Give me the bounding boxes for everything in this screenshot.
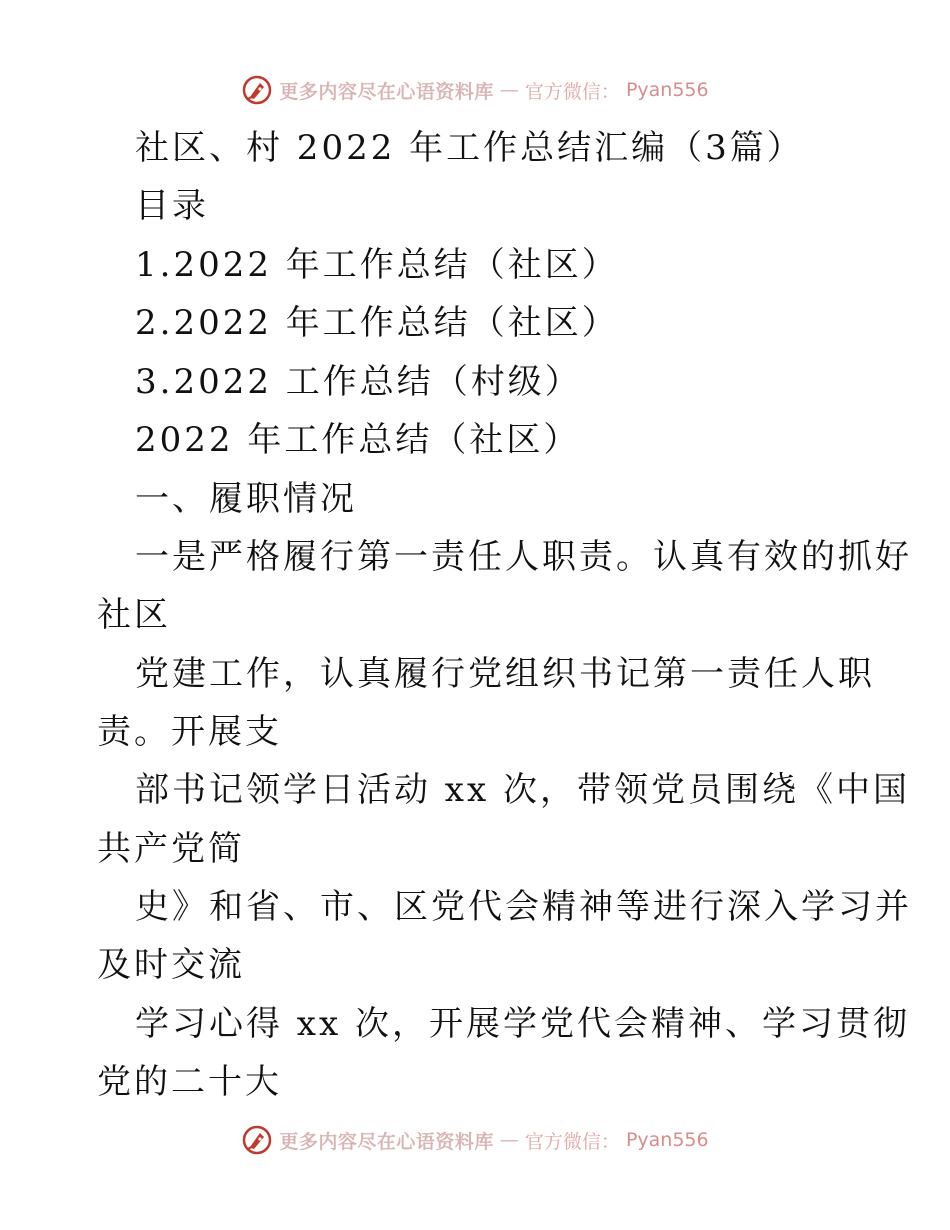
document-title: 社区、村 2022 年工作总结汇编（3篇） (135, 128, 804, 168)
body-line: 党建工作，认真履行党组织书记第一责任人职 (135, 654, 875, 694)
watermark-sub-text: 官方微信： (524, 1130, 620, 1153)
toc-item: 3.2022 工作总结（村级） (135, 362, 582, 402)
section-heading: 一、履职情况 (135, 479, 357, 519)
body-line: 部书记领学日活动 xx 次，带领党员围绕《中国 (135, 770, 910, 810)
pen-nib-logo-icon (241, 74, 273, 106)
watermark-account: Pyan556 (625, 1129, 709, 1151)
watermark-sub-text: 官方微信： (524, 80, 620, 103)
section-title: 2022 年工作总结（社区） (135, 420, 581, 460)
footer-watermark (0, 1120, 950, 1160)
body-line: 责。开展支 (97, 712, 282, 752)
watermark-account: Pyan556 (625, 79, 709, 101)
header-watermark (0, 70, 950, 110)
watermark-separator: — (499, 1129, 519, 1151)
pen-nib-logo-icon (241, 1124, 273, 1156)
toc-item: 1.2022 年工作总结（社区） (135, 245, 619, 285)
body-line: 党的二十大 (97, 1062, 282, 1102)
watermark-main-text: 更多内容尽在心语资料库 (279, 80, 494, 103)
watermark-separator: — (499, 79, 519, 101)
body-line: 社区 (97, 595, 171, 635)
toc-item: 2.2022 年工作总结（社区） (135, 303, 619, 343)
body-line: 学习心得 xx 次，开展学党代会精神、学习贯彻 (135, 1004, 910, 1044)
watermark-main-text: 更多内容尽在心语资料库 (279, 1130, 494, 1153)
body-line: 史》和省、市、区党代会精神等进行深入学习并 (135, 887, 912, 927)
body-line: 及时交流 (97, 945, 245, 985)
body-line: 共产党简 (97, 829, 245, 869)
toc-heading: 目录 (135, 186, 209, 226)
body-line: 一是严格履行第一责任人职责。认真有效的抓好 (135, 537, 912, 577)
